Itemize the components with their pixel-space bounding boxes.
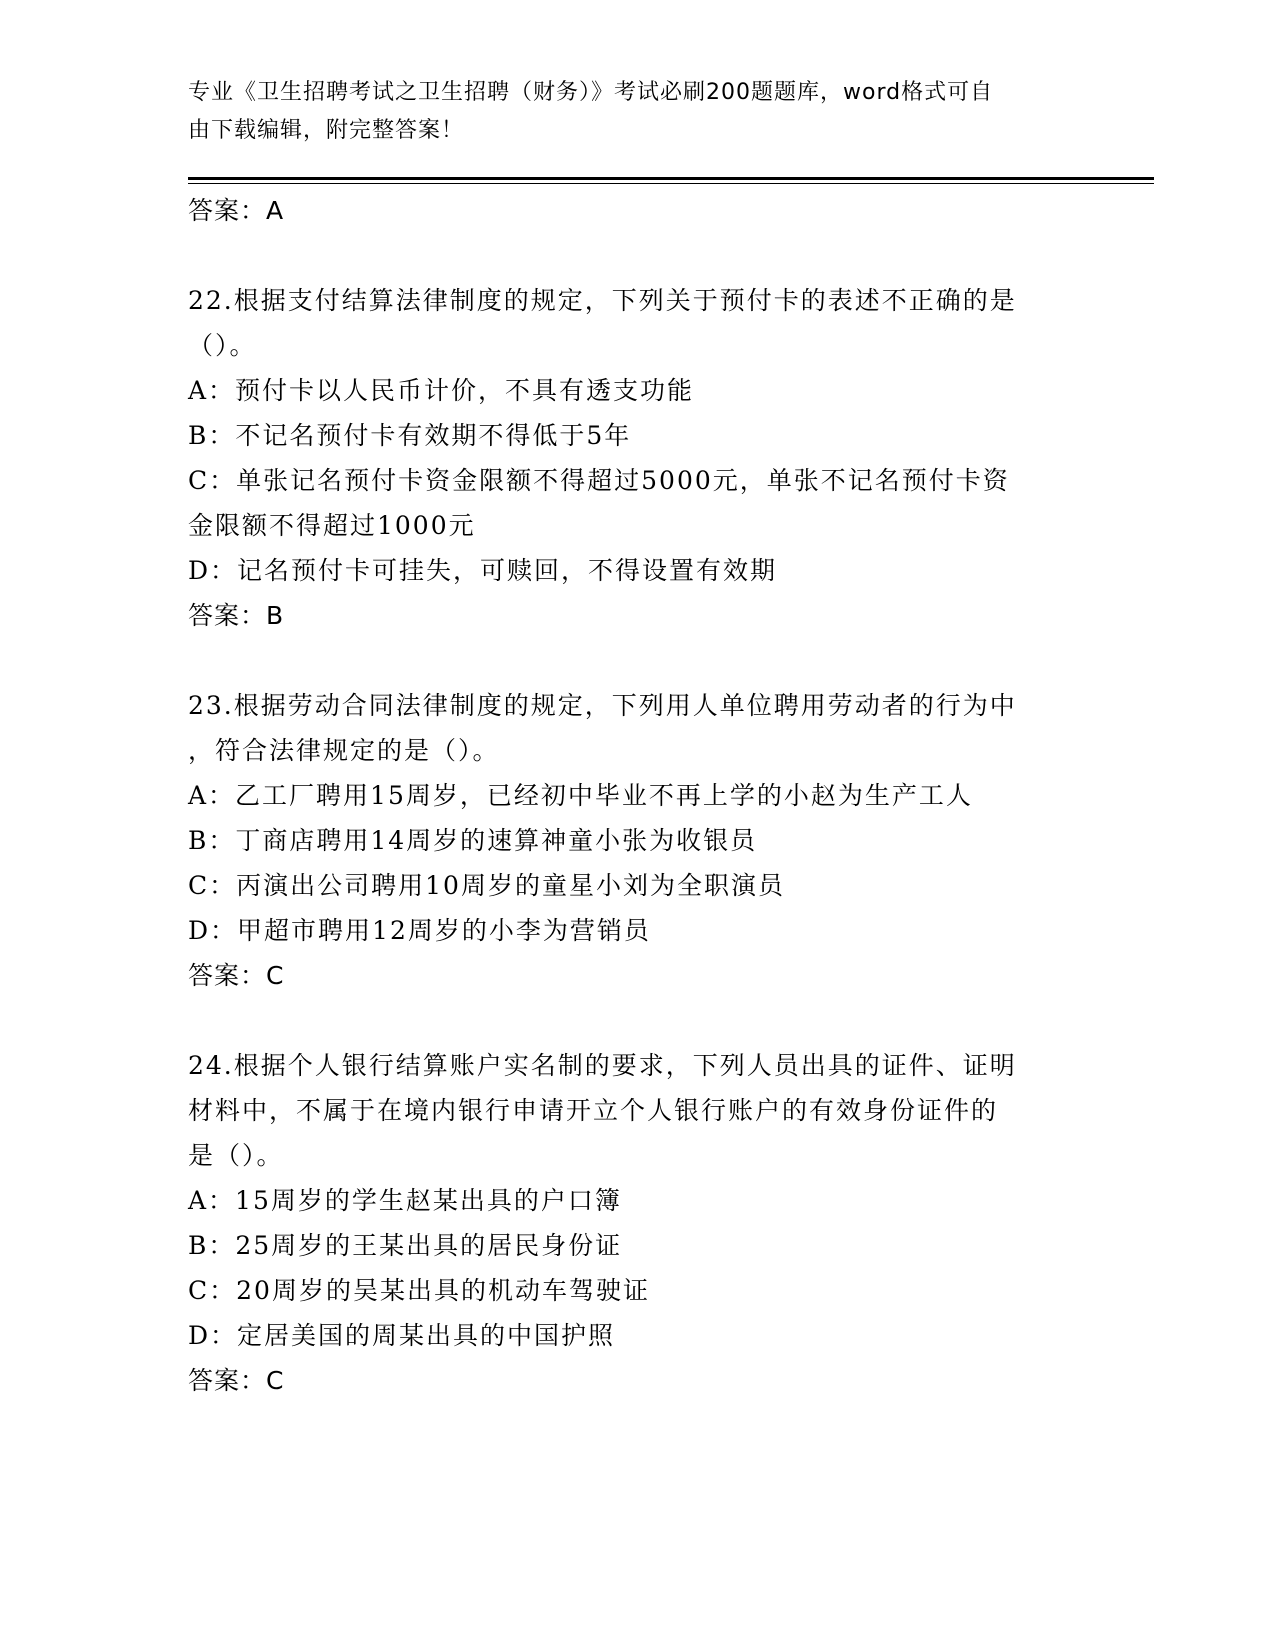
option-b: B：丁商店聘用14周岁的速算神童小张为收银员 <box>188 826 758 855</box>
option-a: A：预付卡以人民币计价，不具有透支功能 <box>188 376 695 405</box>
option-a: A：乙工厂聘用15周岁，已经初中毕业不再上学的小赵为生产工人 <box>188 781 973 810</box>
option-d: D：记名预付卡可挂失，可赎回，不得设置有效期 <box>188 556 778 585</box>
option-b: B：25周岁的王某出具的居民身份证 <box>188 1231 623 1260</box>
option-d: D：甲超市聘用12周岁的小李为营销员 <box>188 916 651 945</box>
answer-line: 答案：C <box>188 1366 285 1395</box>
document-body <box>188 188 1088 1403</box>
question-stem: 22.根据支付结算法律制度的规定，下列关于预付卡的表述不正确的是 <box>188 286 1017 315</box>
option-c-continued: 金限额不得超过1000元 <box>188 511 476 540</box>
question-block-23 <box>188 683 1088 998</box>
header-divider-thick <box>188 177 1154 180</box>
header-divider-thin <box>188 183 1154 184</box>
header-title-line-1: 专业《卫生招聘考试之卫生招聘（财务）》考试必刷200题题库，word格式可自 <box>188 80 994 105</box>
header-title-line-2: 由下载编辑，附完整答案！ <box>188 118 465 143</box>
question-block-22 <box>188 278 1088 638</box>
question-stem: 23.根据劳动合同法律制度的规定，下列用人单位聘用劳动者的行为中 <box>188 691 1017 720</box>
document-header <box>188 74 1068 150</box>
question-stem: 24.根据个人银行结算账户实名制的要求，下列人员出具的证件、证明 <box>188 1051 1017 1080</box>
answer-line: 答案：C <box>188 961 285 990</box>
option-c: C：单张记名预付卡资金限额不得超过5000元，单张不记名预付卡资 <box>188 466 1010 495</box>
option-c: C：丙演出公司聘用10周岁的童星小刘为全职演员 <box>188 871 785 900</box>
option-a: A：15周岁的学生赵某出具的户口簿 <box>188 1186 622 1215</box>
question-block-24 <box>188 1043 1088 1403</box>
answer-line: 答案：A <box>188 196 285 225</box>
question-stem: 是（）。 <box>188 1141 284 1170</box>
question-stem: 材料中，不属于在境内银行申请开立个人银行账户的有效身份证件的 <box>188 1096 999 1125</box>
option-b: B：不记名预付卡有效期不得低于5年 <box>188 421 632 450</box>
answer-line: 答案：B <box>188 601 285 630</box>
option-d: D：定居美国的周某出具的中国护照 <box>188 1321 616 1350</box>
option-c: C：20周岁的吴某出具的机动车驾驶证 <box>188 1276 650 1305</box>
question-stem: ，符合法律规定的是（）。 <box>188 736 500 765</box>
question-stem: （）。 <box>188 331 257 360</box>
